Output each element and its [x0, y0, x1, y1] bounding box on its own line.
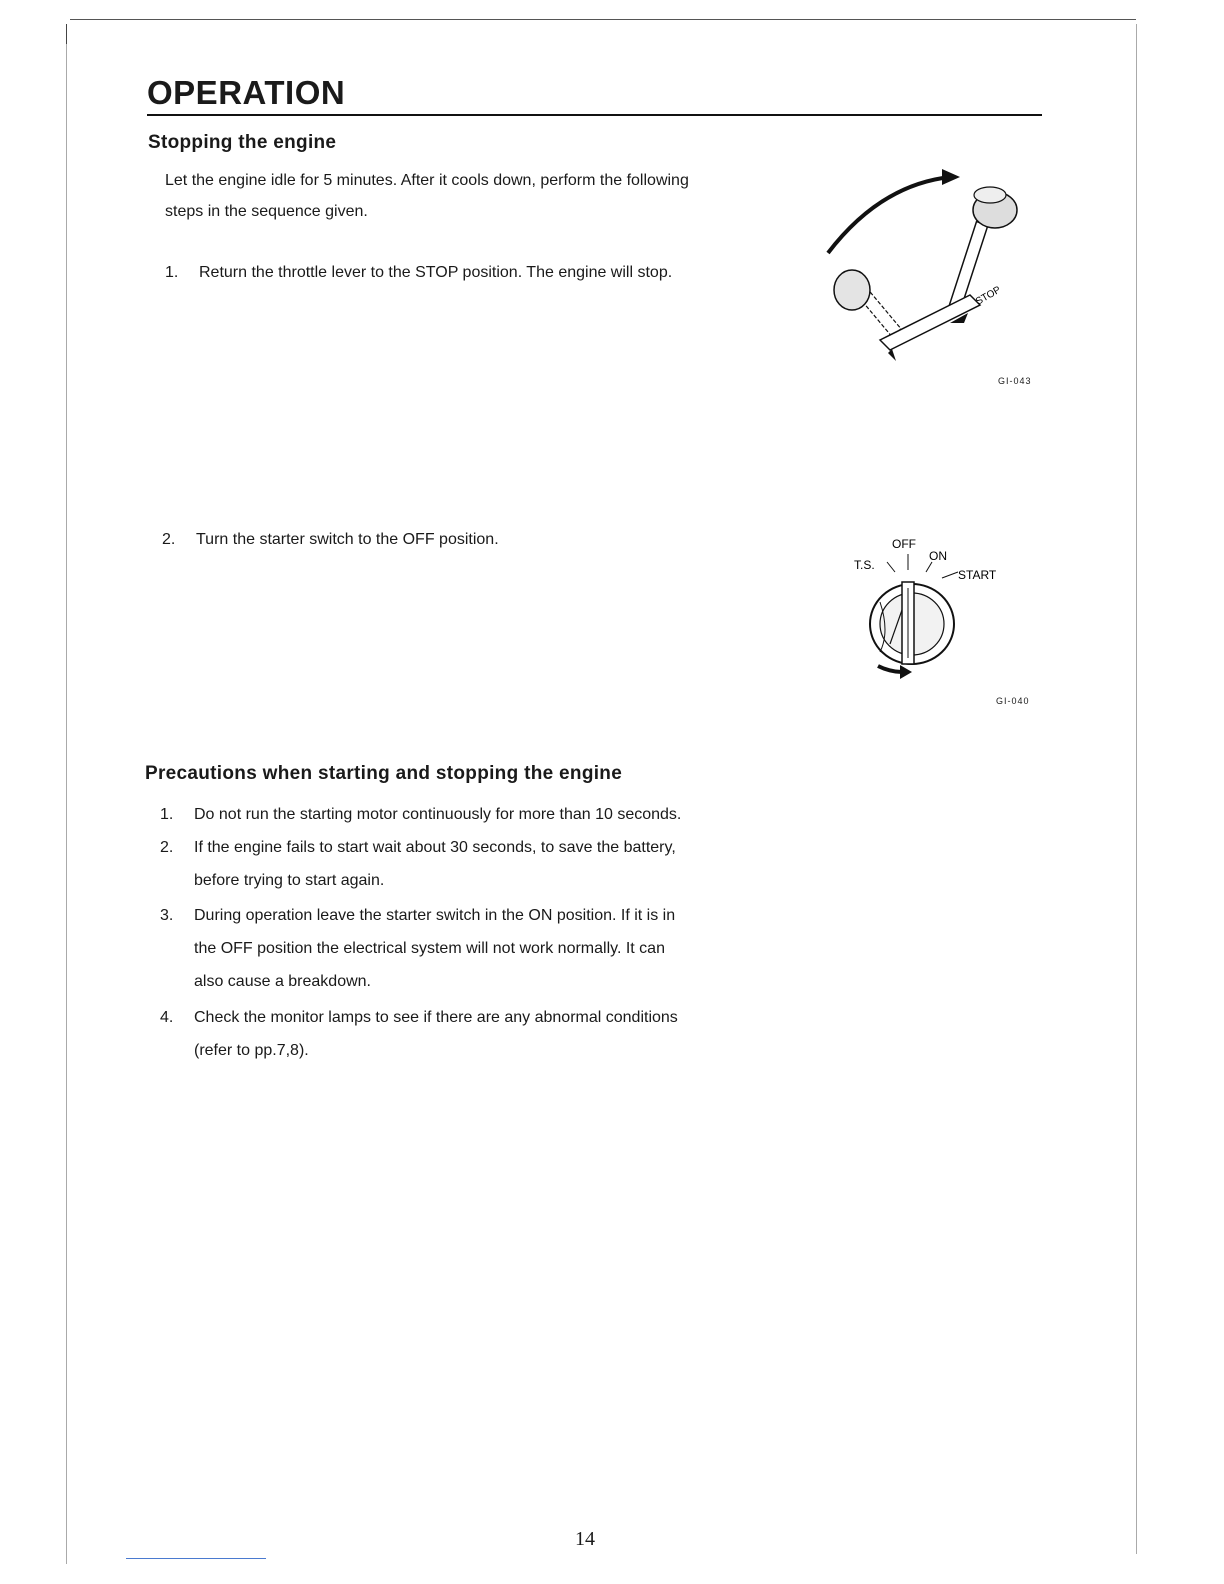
step-text: Return the throttle lever to the STOP position. The engine will stop. — [199, 264, 673, 281]
intro-line-1: Let the engine idle for 5 minutes. After it cools down, perform the following — [165, 172, 689, 189]
stop-label: STOP — [974, 284, 1003, 308]
precaution-3 — [160, 899, 675, 998]
step-2 — [162, 523, 499, 556]
intro-line-2: steps in the sequence given. — [165, 203, 368, 220]
item-line: the OFF position the electrical system will not work normally. It can — [194, 940, 665, 957]
page-heading: OPERATION — [147, 74, 346, 111]
item-line: If the engine fails to start wait about 30 seconds, to save the battery, — [194, 839, 676, 856]
item-number: 2. — [160, 839, 174, 856]
scan-border-top — [70, 19, 1136, 20]
scan-border-left — [66, 24, 67, 1564]
step-1 — [165, 256, 672, 289]
item-line: before trying to start again. — [194, 872, 385, 889]
off-label: OFF — [892, 537, 916, 551]
item-line: Check the monitor lamps to see if there are any abnormal conditions — [194, 1009, 678, 1026]
throttle-lever-illustration — [810, 165, 1050, 385]
figure-code-2: GI-040 — [996, 696, 1030, 706]
precaution-4 — [160, 1001, 678, 1067]
heading-underline — [147, 114, 1042, 116]
step-number: 1. — [165, 264, 179, 281]
on-label: ON — [929, 549, 947, 563]
precaution-2 — [160, 831, 676, 897]
start-label: START — [958, 568, 997, 582]
item-line: Do not run the starting motor continuously for more than 10 seconds. — [194, 806, 682, 823]
ts-label: T.S. — [854, 558, 875, 572]
step-text: Turn the starter switch to the OFF position. — [196, 531, 499, 548]
scan-border-left-mark — [66, 24, 67, 44]
step-number: 2. — [162, 531, 176, 548]
section-title-stopping: Stopping the engine — [148, 132, 337, 153]
starter-switch-illustration — [850, 532, 1020, 687]
figure-code-1: GI-043 — [998, 376, 1032, 386]
item-number: 3. — [160, 907, 174, 924]
precaution-1 — [160, 798, 681, 831]
scan-border-right — [1136, 24, 1137, 1554]
item-number: 4. — [160, 1009, 174, 1026]
item-line: During operation leave the starter switch in the ON position. If it is in — [194, 907, 676, 924]
page-number: 14 — [575, 1528, 595, 1550]
item-number: 1. — [160, 806, 174, 823]
section-title-precautions: Precautions when starting and stopping the engine — [145, 763, 623, 784]
scan-border-bottom — [126, 1558, 266, 1559]
item-line: also cause a breakdown. — [194, 973, 371, 990]
item-line: (refer to pp.7,8). — [194, 1042, 309, 1059]
